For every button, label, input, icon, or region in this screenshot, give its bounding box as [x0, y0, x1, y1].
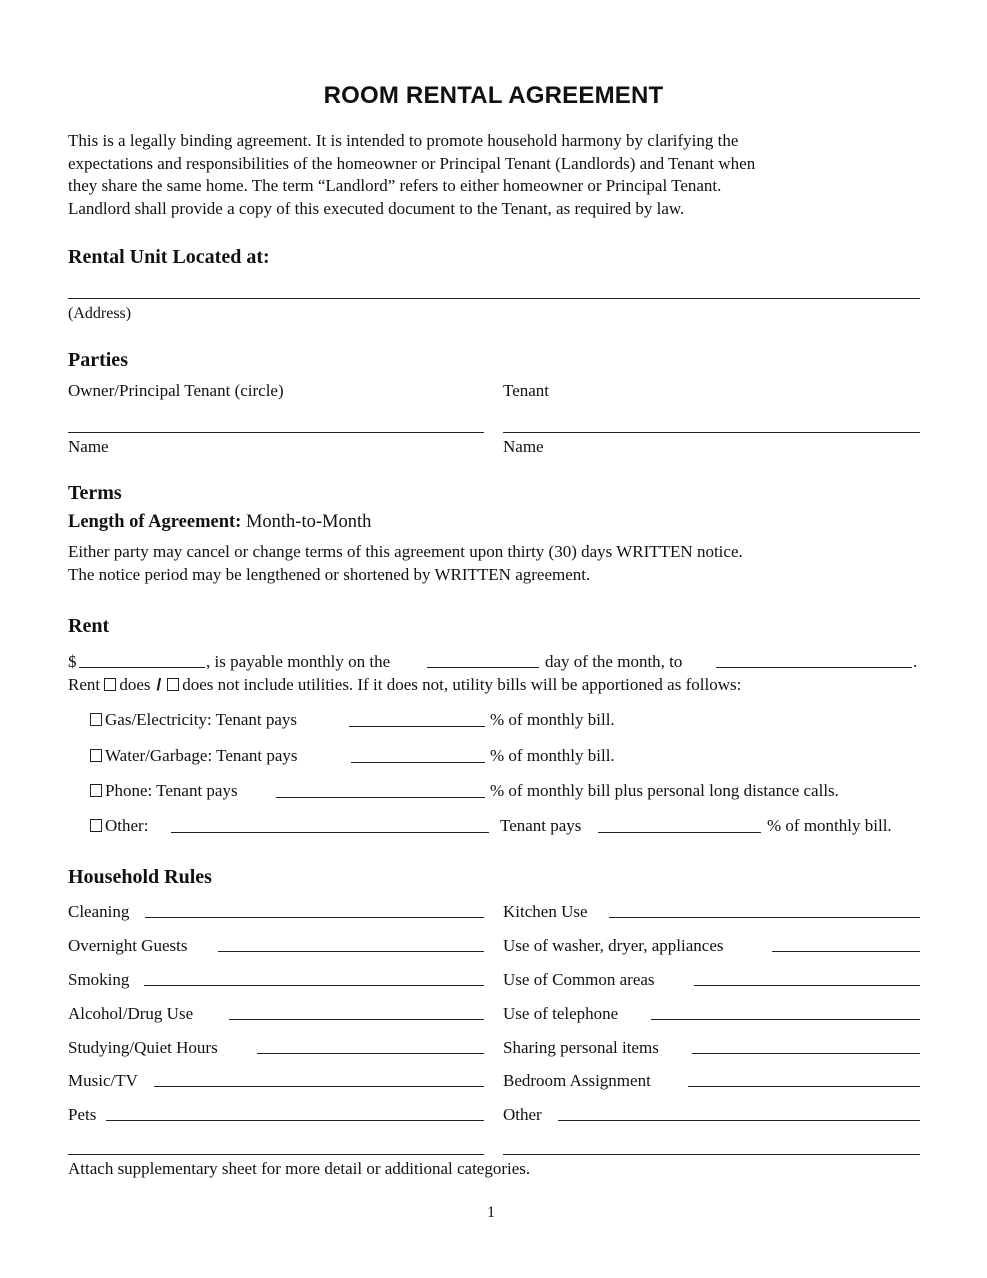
intro-line: expectations and responsibilities of the homeowner or Principal Tenant (Landlords) and Tenant when	[68, 153, 756, 173]
phone-label: Phone: Tenant pays	[105, 781, 238, 800]
intro-line: Landlord shall provide a copy of this executed document to the Tenant, as required by law.	[68, 198, 685, 218]
other-row	[90, 816, 148, 836]
phone-suffix: % of monthly bill plus personal long distance calls.	[490, 781, 839, 800]
rule-appliances-field[interactable]	[772, 951, 920, 952]
rule-alcohol-label: Alcohol/Drug Use	[68, 1004, 194, 1023]
other-label: Other:	[105, 816, 149, 835]
intro-line: This is a legally binding agreement. It is intended to promote household harmony by clarifying the	[68, 131, 739, 150]
address-field[interactable]	[68, 298, 920, 299]
phone-row	[90, 781, 238, 801]
intro-paragraph	[68, 130, 928, 220]
water-label: Water/Garbage: Tenant pays	[105, 746, 298, 765]
rule-bedroom-label: Bedroom Assignment	[503, 1071, 651, 1090]
rule-common-field[interactable]	[694, 985, 920, 986]
does-label: does	[119, 675, 151, 694]
rule-quiet-label: Studying/Quiet Hours	[68, 1038, 218, 1057]
water-percent-field[interactable]	[351, 762, 485, 763]
gas-checkbox[interactable]	[90, 713, 102, 726]
rule-sharing-field[interactable]	[692, 1053, 920, 1054]
address-caption: (Address)	[68, 305, 132, 322]
rule-kitchen-field[interactable]	[609, 917, 920, 918]
gas-suffix: % of monthly bill.	[490, 710, 615, 729]
rule-quiet-field[interactable]	[257, 1053, 484, 1054]
rule-extra-right-field[interactable]	[503, 1154, 920, 1155]
rule-pets-label: Pets	[68, 1105, 97, 1124]
other-utility-field[interactable]	[171, 832, 489, 833]
parties-heading: Parties	[68, 349, 128, 371]
notice-line: Either party may cancel or change terms of this agreement upon thirty (30) days WRITTEN notice.	[68, 542, 743, 561]
rule-bedroom-field[interactable]	[688, 1086, 920, 1087]
rule-kitchen-label: Kitchen Use	[503, 902, 588, 921]
terms-heading: Terms	[68, 482, 122, 504]
document-title: ROOM RENTAL AGREEMENT	[323, 82, 664, 109]
rule-smoking-field[interactable]	[144, 985, 484, 986]
owner-name-field[interactable]	[68, 432, 484, 433]
other-checkbox[interactable]	[90, 819, 102, 832]
tenant-name-caption: Name	[503, 437, 544, 456]
water-suffix: % of monthly bill.	[490, 746, 615, 765]
household-rules-heading: Household Rules	[68, 866, 212, 888]
rule-music-field[interactable]	[154, 1086, 484, 1087]
length-value: Month-to-Month	[245, 512, 372, 532]
gas-row	[90, 710, 297, 730]
rule-appliances-label: Use of washer, dryer, appliances	[503, 936, 724, 955]
rent-day-field[interactable]	[427, 667, 539, 668]
rule-common-label: Use of Common areas	[503, 970, 655, 989]
other-percent-field[interactable]	[598, 832, 761, 833]
phone-percent-field[interactable]	[276, 797, 485, 798]
rent-payee-field[interactable]	[716, 667, 912, 668]
rule-music-label: Music/TV	[68, 1071, 138, 1090]
tenant-label: Tenant	[503, 381, 550, 400]
slash: /	[156, 675, 162, 694]
intro-line: they share the same home. The term “Landlord” refers to either homeowner or Principal Tenant.	[68, 176, 722, 195]
rule-other-field[interactable]	[558, 1120, 920, 1121]
rule-sharing-label: Sharing personal items	[503, 1038, 659, 1057]
rent-amount-field[interactable]	[79, 667, 205, 668]
water-checkbox[interactable]	[90, 749, 102, 762]
rule-cleaning-label: Cleaning	[68, 902, 130, 921]
length-label: Length of Agreement:	[68, 512, 242, 532]
does-not-checkbox[interactable]	[167, 678, 179, 691]
does-checkbox[interactable]	[104, 678, 116, 691]
period: .	[913, 652, 918, 671]
rule-alcohol-field[interactable]	[229, 1019, 484, 1020]
rule-cleaning-field[interactable]	[145, 917, 484, 918]
rule-telephone-label: Use of telephone	[503, 1004, 619, 1023]
gas-label: Gas/Electricity: Tenant pays	[105, 710, 298, 729]
payable-text: , is payable monthly on the	[206, 652, 391, 671]
rent-word: Rent	[68, 675, 101, 694]
owner-label: Owner/Principal Tenant (circle)	[68, 381, 284, 400]
rule-telephone-field[interactable]	[651, 1019, 920, 1020]
other-tenant-pays: Tenant pays	[500, 816, 582, 835]
utilities-line	[68, 675, 741, 695]
supplementary-note: Attach supplementary sheet for more detail or additional categories.	[68, 1159, 531, 1178]
owner-name-caption: Name	[68, 437, 109, 456]
tenant-name-field[interactable]	[503, 432, 920, 433]
gas-percent-field[interactable]	[349, 726, 485, 727]
day-text: day of the month, to	[545, 652, 683, 671]
length-of-agreement	[68, 512, 371, 533]
rule-smoking-label: Smoking	[68, 970, 130, 989]
dollar-sign: $	[68, 652, 77, 671]
rule-pets-field[interactable]	[106, 1120, 484, 1121]
rule-guests-field[interactable]	[218, 951, 484, 952]
page-number: 1	[487, 1204, 495, 1221]
rent-heading: Rent	[68, 615, 110, 637]
notice-line: The notice period may be lengthened or shortened by WRITTEN agreement.	[68, 565, 591, 584]
other-suffix: % of monthly bill.	[767, 816, 892, 835]
rule-other-label: Other	[503, 1105, 542, 1124]
rule-guests-label: Overnight Guests	[68, 936, 188, 955]
phone-checkbox[interactable]	[90, 784, 102, 797]
water-row	[90, 746, 298, 766]
rental-unit-heading: Rental Unit Located at:	[68, 246, 270, 268]
rule-extra-left-field[interactable]	[68, 1154, 484, 1155]
does-not-label: does not include utilities. If it does not, utility bills will be apportioned as follows:	[182, 675, 742, 694]
